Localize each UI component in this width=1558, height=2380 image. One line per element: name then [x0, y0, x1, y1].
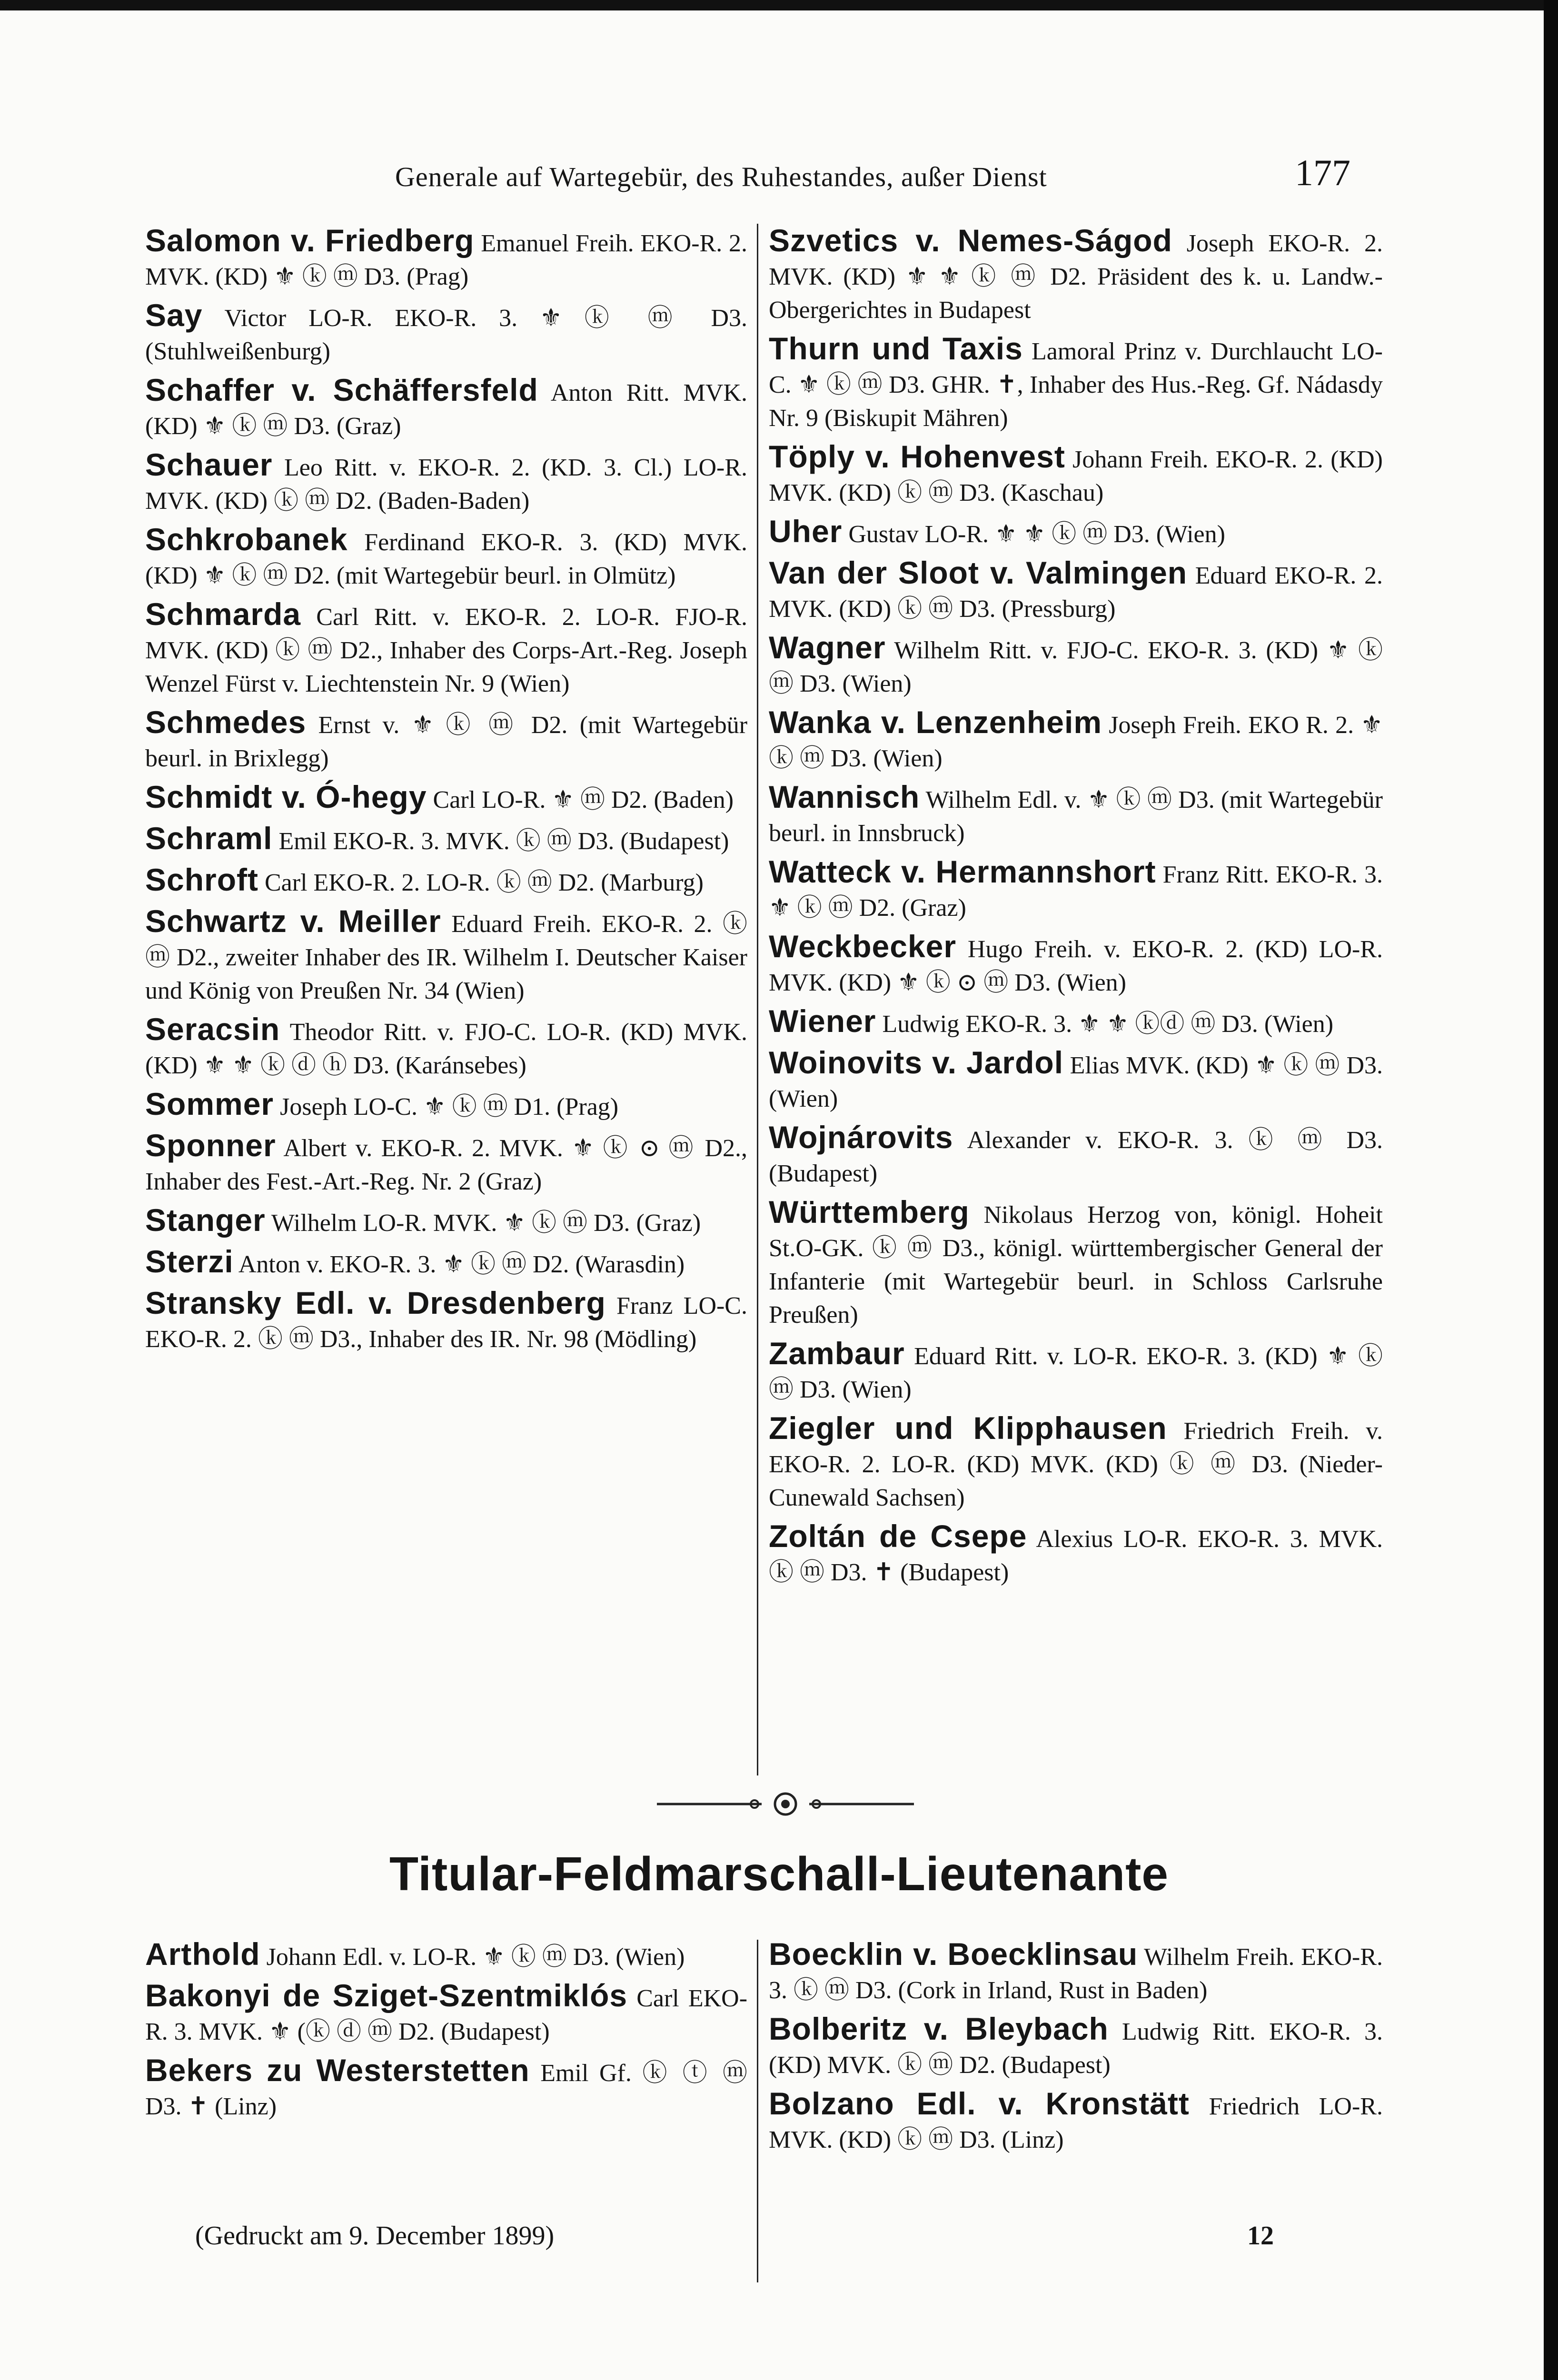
page-number: 177	[1295, 152, 1350, 193]
list-item: Bekers zu Westerstetten Emil Gf. ⓚ ⓣ ⓜ D3. ✝ (Linz)	[145, 2053, 747, 2120]
list-item: Weckbecker Hugo Freih. v. EKO-R. 2. (KD) LO-R. MVK. (KD) ⚜ ⓚ ⊙ ⓜ D3. (Wien)	[769, 929, 1383, 996]
list-item: Stransky Edl. v. Dresdenberg Franz LO-C. EKO-R. 2. ⓚ ⓜ D3., Inhaber des IR. Nr. 98 (Mödling)	[145, 1285, 747, 1353]
right-column	[769, 224, 1383, 1594]
list-item: Sterzi Anton v. EKO-R. 3. ⚜ ⓚ ⓜ D2. (Warasdin)	[145, 1244, 685, 1279]
list-item: Wagner Wilhelm Ritt. v. FJO-C. EKO-R. 3. (KD) ⚜ ⓚ ⓜ D3. (Wien)	[769, 630, 1383, 697]
list-item: Schraml Emil EKO-R. 3. MVK. ⓚ ⓜ D3. (Budapest)	[145, 821, 729, 856]
list-item: Bakonyi de Sziget-Szentmiklós Carl EKO-R. 3. MVK. ⚜ (ⓚ ⓓ ⓜ D2. (Budapest)	[145, 1978, 748, 2045]
list-item: Schmedes Ernst v. ⚜ ⓚ ⓜ D2. (mit Wartegebür beurl. in Brixlegg)	[145, 704, 748, 772]
list-item: Szvetics v. Nemes-Ságod Joseph EKO-R. 2. MVK. (KD) ⚜ ⚜ ⓚ ⓜ D2. Präsident des k. u. Landw.-Obergerichtes in Budapest	[769, 223, 1383, 324]
list-item: Bolzano Edl. v. Kronstätt Friedrich LO-R. MVK. (KD) ⓚ ⓜ D3. (Linz)	[769, 2086, 1383, 2153]
scan-border-right	[1544, 0, 1558, 2380]
running-title: Generale auf Wartegebür, des Ruhestandes, außer Dienst	[395, 161, 1047, 192]
list-item: Wojnárovits Alexander v. EKO-R. 3. ⓚ ⓜ D3. (Budapest)	[769, 1120, 1383, 1187]
list-item: Schkrobanek Ferdinand EKO-R. 3. (KD) MVK. (KD) ⚜ ⓚ ⓜ D2. (mit Wartegebür beurl. in Olmütz)	[145, 522, 748, 589]
list-item: Schmarda Carl Ritt. v. EKO-R. 2. LO-R. FJO-R. MVK. (KD) ⓚ ⓜ D2., Inhaber des Corps-Art.-Reg. Joseph Wenzel Fürst v. Liechtenstein Nr. 9 (Wien)	[145, 596, 748, 697]
section-title: Titular-Feldmarschall-Lieutenante	[389, 1847, 1169, 1901]
print-date: (Gedruckt am 9. December 1899)	[195, 2221, 555, 2251]
scan-border-top	[0, 0, 1558, 10]
column-divider	[757, 1940, 758, 2282]
list-item: Ziegler und Klipphausen Friedrich Freih. v. EKO-R. 2. LO-R. (KD) MVK. (KD) ⓚ ⓜ D3. (Nieder-Cunewald Sachsen)	[769, 1410, 1383, 1511]
list-item: Salomon v. Friedberg Emanuel Freih. EKO-R. 2. MVK. (KD) ⚜ ⓚ ⓜ D3. (Prag)	[145, 223, 748, 290]
list-item: Stanger Wilhelm LO-R. MVK. ⚜ ⓚ ⓜ D3. (Graz)	[145, 1202, 701, 1238]
list-item: Woinovits v. Jardol Elias MVK. (KD) ⚜ ⓚ ⓜ D3. (Wien)	[769, 1045, 1383, 1112]
list-item: Schroft Carl EKO-R. 2. LO-R. ⓚ ⓜ D2. (Marburg)	[145, 862, 704, 897]
list-item: Say Victor LO-R. EKO-R. 3. ⚜ ⓚ ⓜ D3. (Stuhlweißenburg)	[145, 298, 748, 365]
list-item: Sommer Joseph LO-C. ⚜ ⓚ ⓜ D1. (Prag)	[145, 1086, 619, 1121]
list-item: Van der Sloot v. Valmingen Eduard EKO-R. 2. MVK. (KD) ⓚ ⓜ D3. (Pressburg)	[769, 555, 1383, 623]
list-item: Wannisch Wilhelm Edl. v. ⚜ ⓚ ⓜ D3. (mit Wartegebür beurl. in Innsbruck)	[769, 779, 1383, 847]
left-column-2	[145, 1937, 747, 2128]
column-divider	[757, 224, 758, 1775]
signature-mark: 12	[1247, 2221, 1274, 2251]
list-item: Töply v. Hohenvest Johann Freih. EKO-R. 2. (KD) MVK. (KD) ⓚ ⓜ D3. (Kaschau)	[769, 439, 1383, 506]
list-item: Schwartz v. Meiller Eduard Freih. EKO-R. 2. ⓚ ⓜ D2., zweiter Inhaber des IR. Wilhelm I. Deutscher Kaiser und König von Preußen Nr. 34 (Wien)	[145, 903, 748, 1004]
list-item: Schmidt v. Ó-hegy Carl LO-R. ⚜ ⓜ D2. (Baden)	[145, 779, 734, 814]
list-item: Zoltán de Csepe Alexius LO-R. EKO-R. 3. MVK. ⓚ ⓜ D3. ✝ (Budapest)	[769, 1518, 1383, 1586]
list-item: Boecklin v. Boecklinsau Wilhelm Freih. EKO-R. 3. ⓚ ⓜ D3. (Cork in Irland, Rust in Baden)	[769, 1936, 1383, 2004]
ornament-divider-icon	[652, 1790, 919, 1818]
list-item: Thurn und Taxis Lamoral Prinz v. Durchlaucht LO-C. ⚜ ⓚ ⓜ D3. GHR. ✝, Inhaber des Hus.-Reg. Gf. Nádasdy Nr. 9 (Biskupit Mähren)	[769, 331, 1383, 432]
list-item: Schauer Leo Ritt. v. EKO-R. 2. (KD. 3. Cl.) LO-R. MVK. (KD) ⓚ ⓜ D2. (Baden-Baden)	[145, 447, 748, 515]
list-item: Uher Gustav LO-R. ⚜ ⚜ ⓚ ⓜ D3. (Wien)	[769, 514, 1225, 549]
list-item: Bolberitz v. Bleybach Ludwig Ritt. EKO-R. 3. (KD) MVK. ⓚ ⓜ D2. (Budapest)	[769, 2011, 1383, 2079]
list-item: Seracsin Theodor Ritt. v. FJO-C. LO-R. (KD) MVK. (KD) ⚜ ⚜ ⓚ ⓓ ⓗ D3. (Karánsebes)	[145, 1012, 747, 1079]
list-item: Zambaur Eduard Ritt. v. LO-R. EKO-R. 3. (KD) ⚜ ⓚ ⓜ D3. (Wien)	[769, 1336, 1383, 1403]
list-item: Wanka v. Lenzenheim Joseph Freih. EKO R. 2. ⚜ ⓚ ⓜ D3. (Wien)	[769, 704, 1383, 772]
list-item: Arthold Johann Edl. v. LO-R. ⚜ ⓚ ⓜ D3. (Wien)	[145, 1936, 685, 1972]
list-item: Schaffer v. Schäffersfeld Anton Ritt. MVK. (KD) ⚜ ⓚ ⓜ D3. (Graz)	[145, 372, 747, 440]
list-item: Sponner Albert v. EKO-R. 2. MVK. ⚜ ⓚ ⊙ ⓜ D2., Inhaber des Fest.-Art.-Reg. Nr. 2 (Graz)	[145, 1128, 748, 1195]
list-item: Watteck v. Hermannshort Franz Ritt. EKO-R. 3. ⚜ ⓚ ⓜ D2. (Graz)	[769, 854, 1383, 922]
list-item: Wiener Ludwig EKO-R. 3. ⚜ ⚜ ⓚⓓ ⓜ D3. (Wien)	[769, 1003, 1334, 1039]
list-item: Württemberg Nikolaus Herzog von, königl. Hoheit St.O-GK. ⓚ ⓜ D3., königl. württembergischer General der Infanterie (mit Wartegebür beurl. in Schloss Carlsruhe Preußen)	[769, 1194, 1383, 1329]
left-column	[145, 224, 747, 1361]
right-column-2	[769, 1937, 1383, 2162]
